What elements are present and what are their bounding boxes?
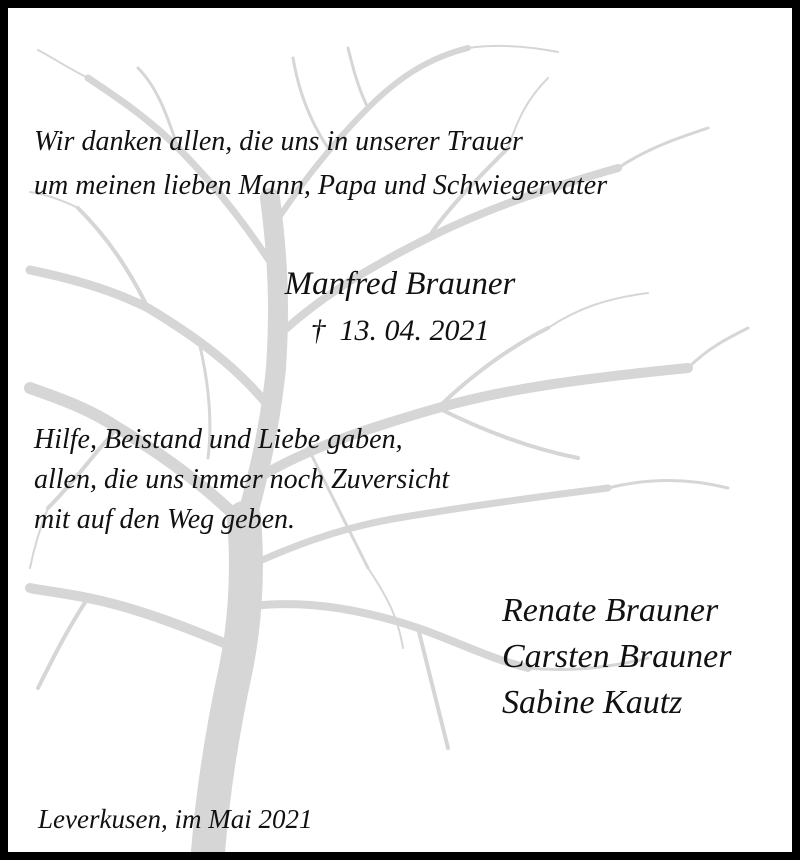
closing-text bbox=[34, 420, 449, 540]
deceased-name: Manfred Brauner bbox=[284, 266, 516, 302]
closing-line: mit auf den Weg geben. bbox=[34, 504, 296, 535]
signatory-name: Renate Brauner bbox=[502, 592, 719, 629]
signatory-name: Carsten Brauner bbox=[502, 638, 732, 675]
closing-line: allen, die uns immer noch Zuversicht bbox=[34, 464, 450, 495]
dagger-icon: † bbox=[310, 314, 326, 347]
signatories bbox=[502, 588, 732, 726]
intro-line: um meinen lieben Mann, Papa und Schwiegervater bbox=[34, 170, 608, 201]
signatory-name: Sabine Kautz bbox=[502, 684, 683, 721]
closing-line: Hilfe, Beistand und Liebe gaben, bbox=[34, 424, 403, 455]
death-date-line bbox=[8, 314, 792, 348]
death-date: 13. 04. 2021 bbox=[339, 314, 490, 347]
intro-text bbox=[34, 120, 607, 208]
intro-line: Wir danken allen, die uns in unserer Trauer bbox=[34, 126, 523, 157]
place-and-date: Leverkusen, im Mai 2021 bbox=[38, 804, 313, 834]
